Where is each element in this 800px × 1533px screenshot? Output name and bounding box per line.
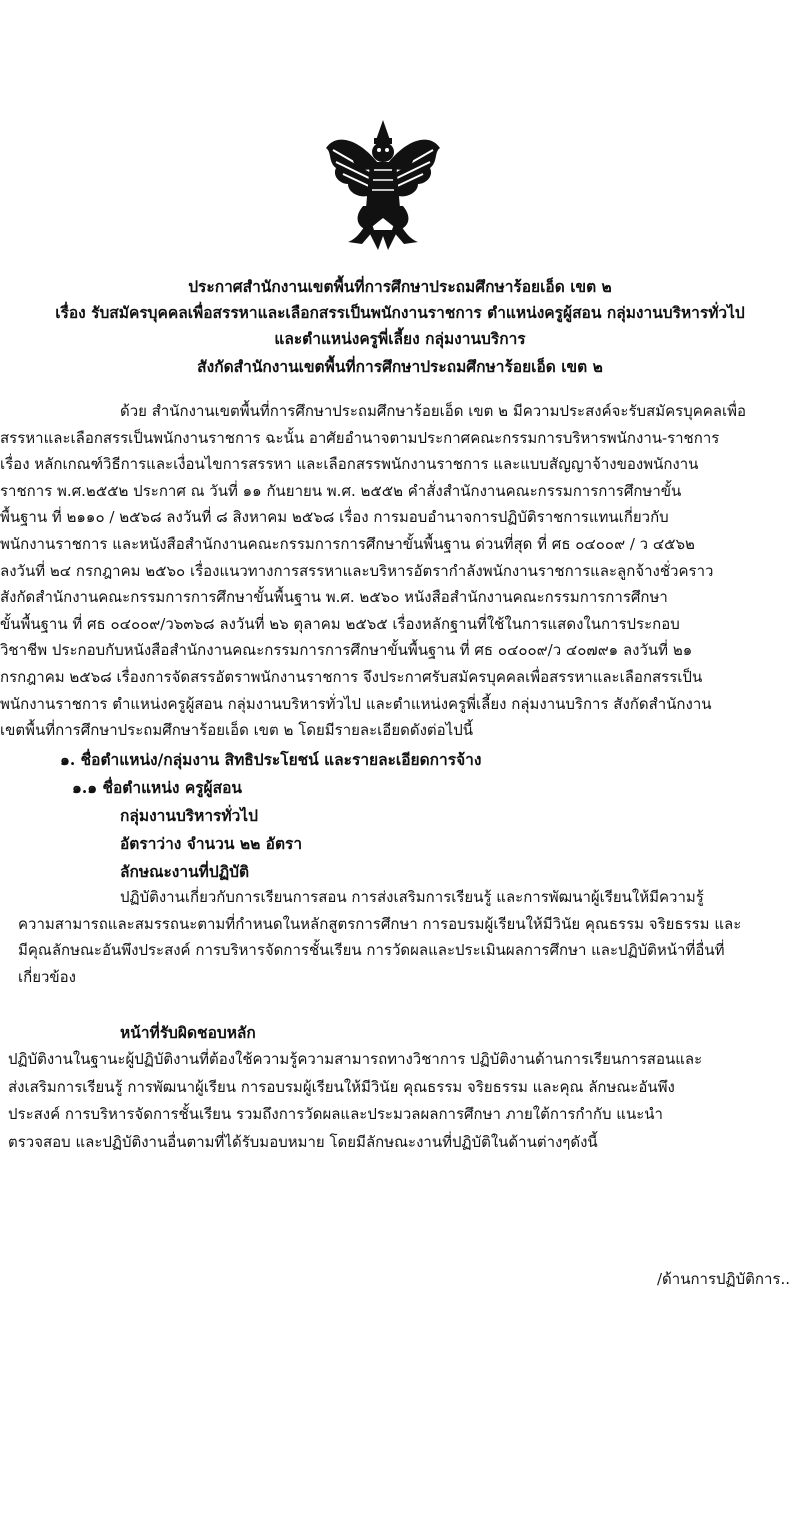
vacancy-count: อัตราว่าง จำนวน ๒๒ อัตรา	[120, 834, 303, 853]
duty-line: เกี่ยวข้อง	[18, 967, 77, 986]
announcement-title: ประกาศสำนักงานเขตพื้นที่การศึกษาประถมศึกษาร้อยเอ็ด เขต ๒	[188, 277, 612, 296]
continued-marker: /ด้านการปฏิบัติการ..	[657, 1270, 790, 1288]
responsibility-line: ประสงค์ การบริหารจัดการชั้นเรียน รวมถึงการวัดผลและประมวลผลการศึกษา ภายใต้การกำกับ แนะนำ	[8, 1105, 663, 1123]
intro-line: ด้วย สำนักงานเขตพื้นที่การศึกษาประถมศึกษาร้อยเอ็ด เขต ๒ มีความประสงค์จะรับสมัครบุคคลเพื่อ	[120, 402, 746, 420]
intro-line: เขตพื้นที่การศึกษาประถมศึกษาร้อยเอ็ด เขต ๒ โดยมีรายละเอียดดังต่อไปนี้	[0, 721, 473, 740]
duty-paragraph	[18, 884, 795, 990]
intro-paragraph	[0, 398, 795, 744]
position-title: ๑.๑ ชื่อตำแหน่ง ครูผู้สอน	[72, 778, 242, 797]
intro-line: เรื่อง หลักเกณฑ์วิธีการและเงื่อนไขการสรรหา และเลือกสรรพนักงานราชการ และแบบสัญญาจ้างของพนักงาน	[0, 455, 699, 474]
intro-line: สังกัดสำนักงานคณะกรรมการการศึกษาขั้นพื้นฐาน พ.ศ. ๒๕๖๐ หนังสือสำนักงานคณะกรรมการการศึกษา	[0, 588, 668, 607]
responsibility-heading: หน้าที่รับผิดชอบหลัก	[120, 1023, 256, 1042]
intro-line: วิชาชีพ ประกอบกับหนังสือสำนักงานคณะกรรมการการศึกษาขั้นพื้นฐาน ที่ ศธ ๐๔๐๐๙/ว ๔๐๗๙๑ ลงวันที่ ๒๑	[0, 641, 693, 660]
garuda-emblem-icon	[318, 118, 448, 258]
duty-line: ความสามารถและสมรรถนะตามที่กำหนดในหลักสูตรการศึกษา การอบรมผู้เรียนให้มีวินัย คุณธรรม จริยธรรม และ	[18, 914, 742, 933]
work-group: กลุ่มงานบริหารทั่วไป	[120, 806, 258, 825]
intro-line: สรรหาและเลือกสรรเป็นพนักงานราชการ ฉะนั้น อาศัยอำนาจตามประกาศคณะกรรมการบริหารพนักงาน-ราชการ	[0, 428, 720, 447]
duty-line: มีคุณลักษณะอันพึงประสงค์ การบริหารจัดการชั้นเรียน การวัดผลและประเมินผลการศึกษา และปฏิบัติหน้าที่อื่นที่	[18, 941, 725, 960]
responsibility-paragraph	[8, 1046, 788, 1156]
responsibility-line: ส่งเสริมการเรียนรู้ การพัฒนาผู้เรียน การอบรมผู้เรียนให้มีวินัย คุณธรรม จริยธรรม และคุณ ลักษณะอันพึง	[8, 1077, 675, 1096]
duty-line: ปฏิบัติงานเกี่ยวกับการเรียนการสอน การส่งเสริมการเรียนรู้ และการพัฒนาผู้เรียนให้มีความรู้	[120, 888, 704, 906]
intro-line: กรกฎาคม ๒๕๖๘ เรื่องการจัดสรรอัตราพนักงานราชการ จึงประกาศรับสมัครบุคคลเพื่อสรรหาและเลือกสรรเป็น	[0, 667, 703, 686]
responsibility-line: ปฏิบัติงานในฐานะผู้ปฏิบัติงานที่ต้องใช้ความรู้ความสามารถทางวิชาการ ปฏิบัติงานด้านการเรียนการสอนและ	[8, 1050, 703, 1068]
intro-line: พนักงานราชการ และหนังสือสำนักงานคณะกรรมการการศึกษาขั้นพื้นฐาน ด่วนที่สุด ที่ ศธ ๐๔๐๐๙ / ว ๔๕๖๒	[0, 534, 695, 553]
intro-line: ลงวันที่ ๒๔ กรกฎาคม ๒๕๖๐ เรื่องแนวทางการสรรหาและบริหารอัตรากำลังพนักงานราชการและลูกจ้างชั่วคราว	[0, 561, 714, 580]
responsibility-line: ตรวจสอบ และปฏิบัติงานอื่นตามที่ได้รับมอบหมาย โดยมีลักษณะงานที่ปฏิบัติในด้านต่างๆดังนี้	[8, 1132, 598, 1151]
duty-heading: ลักษณะงานที่ปฏิบัติ	[120, 862, 250, 881]
section-title: ๑. ชื่อตำแหน่ง/กลุ่มงาน สิทธิประโยชน์ และรายละเอียดการจ้าง	[60, 750, 482, 769]
intro-line: พนักงานราชการ ตำแหน่งครูผู้สอน กลุ่มงานบริหารทั่วไป และตำแหน่งครูพี่เลี้ยง กลุ่มงานบริการ สังกัดสำนักงาน	[0, 694, 712, 713]
announcement-subject-line2: และตำแหน่งครูพี่เลี้ยง กลุ่มงานบริการ	[274, 329, 526, 348]
announcement-affiliation: สังกัดสำนักงานเขตพื้นที่การศึกษาประถมศึกษาร้อยเอ็ด เขต ๒	[197, 357, 603, 376]
intro-line: ราชการ พ.ศ.๒๕๕๒ ประกาศ ณ วันที่ ๑๑ กันยายน พ.ศ. ๒๕๕๒ คำสั่งสำนักงานคณะกรรมการการศึกษาขั้น	[0, 481, 682, 500]
announcement-subject: เรื่อง รับสมัครบุคคลเพื่อสรรหาและเลือกสรรเป็นพนักงานราชการ ตำแหน่งครูผู้สอน กลุ่มงานบริหารทั่วไป	[55, 303, 745, 322]
intro-line: พื้นฐาน ที่ ๒๑๑๐ / ๒๕๖๘ ลงวันที่ ๘ สิงหาคม ๒๕๖๘ เรื่อง การมอบอำนาจการปฏิบัติราชการแทนเกี่ยวกับ	[0, 508, 669, 527]
intro-line: ขั้นพื้นฐาน ที่ ศธ ๐๔๐๐๙/ว๖๓๖๘ ลงวันที่ ๒๖ ตุลาคม ๒๕๖๕ เรื่องหลักฐานที่ใช้ในการแสดงในการประกอบ	[0, 614, 680, 633]
